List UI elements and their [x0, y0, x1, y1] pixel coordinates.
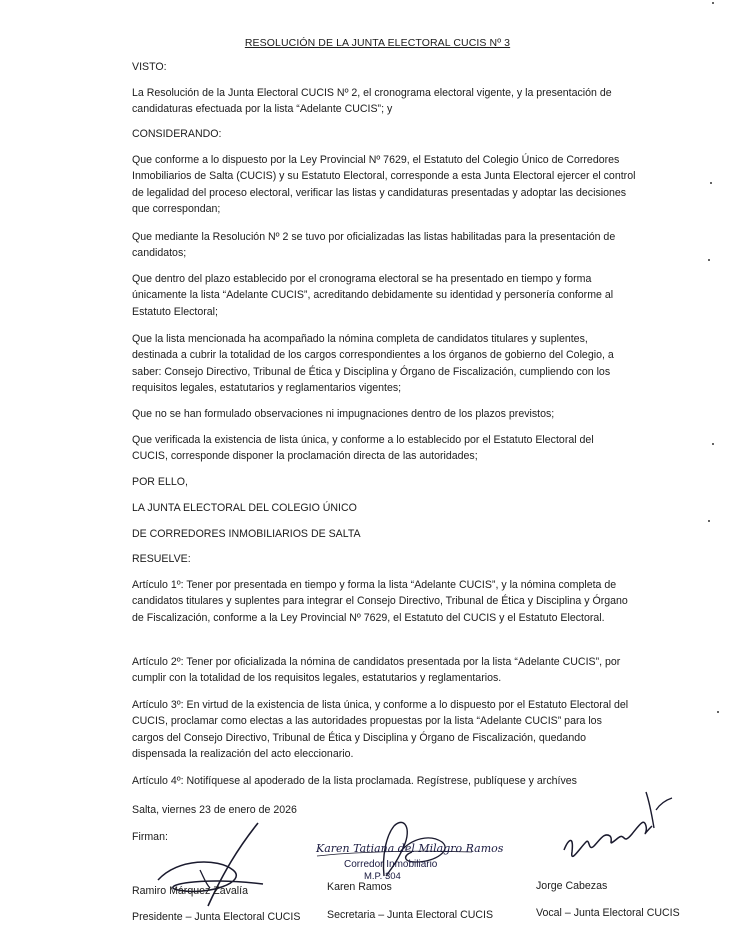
signatory-role-presidente: Presidente – Junta Electoral CUCIS	[132, 911, 301, 923]
por-ello-label: POR ELLO,	[132, 476, 188, 488]
considerando-paragraph-6: Que verificada la existencia de lista única, y conforme a lo establecido por el Estatuto Electoral del CUCIS, corresponde disponer la proclamación directa de las autoridades;	[132, 434, 594, 463]
stamp-title: Corredor Inmobiliario	[344, 859, 438, 870]
signature-presidente	[138, 818, 288, 913]
considerando-label: CONSIDERANDO:	[132, 128, 222, 140]
document-date: Salta, viernes 23 de enero de 2026	[132, 804, 297, 816]
scan-speck	[708, 520, 710, 522]
signatory-name-presidente: Ramiro Márquez Zavalía	[132, 885, 248, 897]
articulo-4: Artículo 4º: Notifíquese al apoderado de la lista proclamada. Regístrese, publíquese y archíves	[132, 775, 577, 787]
stamp-name: Karen Tatiana del Milagro Ramos	[316, 842, 504, 855]
firman-label: Firman:	[132, 831, 168, 843]
junta-line-1: LA JUNTA ELECTORAL DEL COLEGIO ÚNICO	[132, 502, 357, 514]
visto-label: VISTO:	[132, 61, 167, 73]
considerando-paragraph-1: Que conforme a lo dispuesto por la Ley Provincial Nº 7629, el Estatuto del Colegio Único de Corredores Inmobiliarios de Salta (CUCIS) y su Estatuto Electoral, corresponde a esta Junta Electoral ejercer el control de legalidad del proceso electoral, verificar las listas y candidaturas presentadas y adoptar las decisiones que correspondan;	[132, 154, 636, 216]
resolution-title: RESOLUCIÓN DE LA JUNTA ELECTORAL CUCIS Nº 3	[244, 37, 511, 49]
signatory-role-vocal: Vocal – Junta Electoral CUCIS	[536, 907, 680, 919]
signatory-name-secretaria: Karen Ramos	[327, 881, 392, 893]
considerando-paragraph-2: Que mediante la Resolución Nº 2 se tuvo por oficializadas las listas habilitadas para la presentación de candidatos;	[132, 231, 616, 260]
visto-paragraph: La Resolución de la Junta Electoral CUCIS Nº 2, el cronograma electoral vigente, y la presentación de candidaturas efectuada por la lista “Adelante CUCIS”; y	[132, 87, 612, 116]
scan-speck	[712, 2, 714, 4]
scan-speck	[710, 182, 712, 184]
scan-speck	[717, 711, 719, 713]
considerando-paragraph-4: Que la lista mencionada ha acompañado la nómina completa de candidatos titulares y suplentes, destinada a cubrir la totalidad de los cargos correspondientes a los órganos de gobierno del Colegio, a saber: Consejo Directivo, Tribunal de Ética y Disciplina y Órgano de Fiscalización, cumpliendo con los requisitos legales, estatutarios y reglamentarios vigentes;	[132, 333, 614, 395]
signature-vocal	[560, 790, 680, 870]
signatory-role-secretaria: Secretaria – Junta Electoral CUCIS	[327, 909, 494, 921]
articulo-1: Artículo 1º: Tener por presentada en tiempo y forma la lista “Adelante CUCIS”, y la nómina completa de candidatos titulares y suplentes para integrar el Consejo Directivo, Tribunal de Ética y Disciplina y Órgano de Fiscalización, conforme a la Ley Provincial Nº 7629, el Estatuto del CUCIS y el Estatuto Electoral.	[132, 579, 628, 624]
signatory-name-vocal: Jorge Cabezas	[536, 880, 608, 892]
resuelve-label: RESUELVE:	[132, 553, 191, 565]
scan-speck	[712, 443, 714, 445]
articulo-2: Artículo 2º: Tener por oficializada la nómina de candidatos presentada por la lista “Adelante CUCIS”, por cumplir con la totalidad de los requisitos legales, estatutarios y reglamentarios.	[132, 656, 621, 685]
articulo-3: Artículo 3º: En virtud de la existencia de lista única, y conforme a lo dispuesto por el Estatuto Electoral del CUCIS, proclamar como electas a las autoridades propuestas por la lista “Adelante CUCIS” para los cargos del Consejo Directivo, Tribunal de Ética y Disciplina y Órgano de Fiscalización, quedando dispensada la realización del acto eleccionario.	[132, 699, 629, 761]
considerando-paragraph-3: Que dentro del plazo establecido por el cronograma electoral se ha presentado en tiempo y forma únicamente la lista “Adelante CUCIS”, acreditando debidamente su identidad y personería conforme al Estatuto Electoral;	[132, 273, 614, 318]
considerando-paragraph-5: Que no se han formulado observaciones ni impugnaciones dentro de los plazos previstos;	[132, 408, 555, 420]
stamp-registration: M.P. 304	[364, 871, 401, 882]
scan-speck	[708, 259, 710, 261]
junta-line-2: DE CORREDORES INMOBILIARIOS DE SALTA	[132, 528, 361, 540]
